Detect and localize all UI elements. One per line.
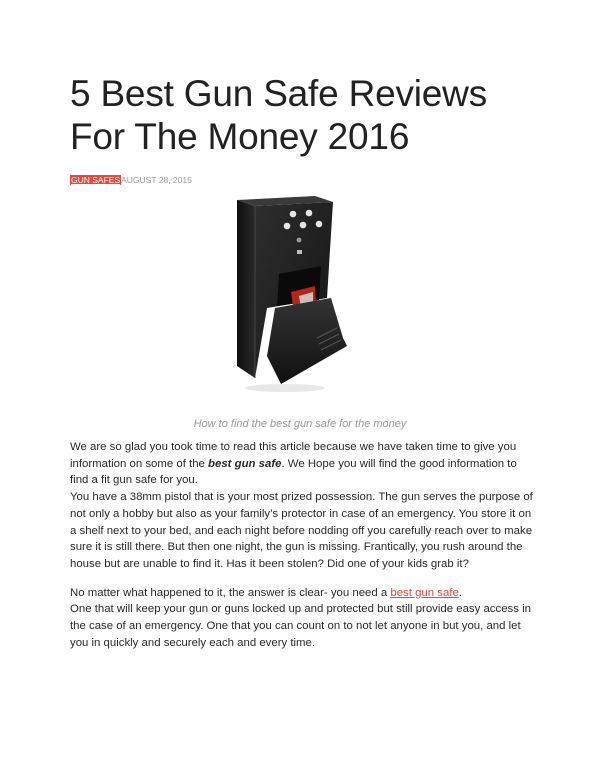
gun-safe-image	[215, 188, 375, 403]
paragraph-intro-text: We are so glad you took time to read this article because we have taken time to give you information on some of the	[70, 441, 517, 470]
paragraph-story: You have a 38mm pistol that is your most prized possession. The gun serves the purpose of not only a hobby but also as your family’s protector in case of an emergency. You store it on a shelf next to your bed, and each night before nodding off you carefully reach over to make sure it is still there. But then one night, the gun is missing. Frantically, you rush around the house but are unable to find it. Has it been stolen? Did one of your kids grab it?	[70, 491, 533, 570]
paragraph-requirements: One that will keep your gun or guns locked up and protected but still provide easy access in the case of an emergency. One that you can count on to not let anyone in but you, and let you in quickly and securely each and every time.	[70, 603, 531, 649]
paragraph-conclusion	[70, 585, 535, 602]
paragraph-intro	[70, 439, 535, 489]
article-meta	[70, 175, 192, 186]
paragraph-conclusion-tail: .	[458, 586, 462, 599]
category-link[interactable]: GUN SAFES	[71, 175, 121, 185]
article-body	[70, 439, 535, 651]
article-date: AUGUST 28, 2015	[121, 175, 192, 185]
best-gun-safe-link[interactable]: best gun safe	[390, 586, 459, 599]
article-title: 5 Best Gun Safe Reviews For The Money 2016	[70, 73, 487, 157]
paragraph-intro-tail: . We Hope you will find the good information to find a fit gun safe for you.	[70, 457, 517, 487]
keyword-emphasis: best gun safe	[208, 457, 282, 470]
paragraph-conclusion-text: No matter what happened to it, the answer is clear- you need a	[70, 586, 391, 599]
image-caption: How to find the best gun safe for the money	[193, 418, 407, 430]
